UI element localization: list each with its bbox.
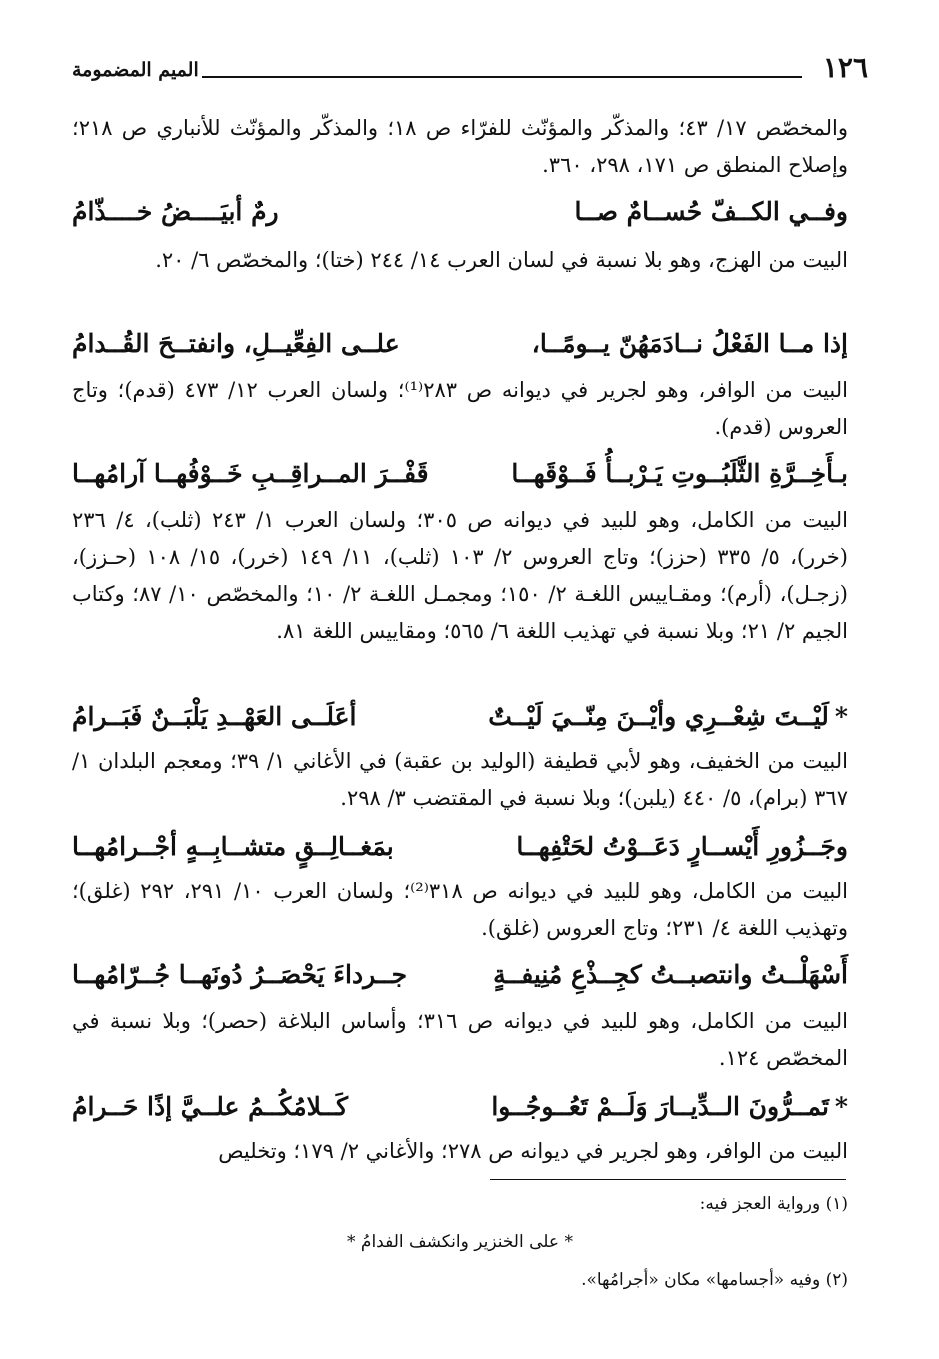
citation-paragraph: البيت من الكامل، وهو للبيد في ديوانه ص ٣١٦؛ وأساس البلاغة (حصر)؛ وبلا نسبة في المخصّص ١٢٤. xyxy=(72,1009,848,1070)
verse-second-hemistich: كَــلامُكُــمُ علــيَّ إذًا حَــرامُ xyxy=(72,1092,349,1121)
verse-second-hemistich: جــرداءَ يَحْصَــرُ دُونَهــا جُــرّامُهــا xyxy=(72,960,408,989)
footnote-1-verse: * على الخنزير وانكشف الفدامُ * xyxy=(347,1232,573,1252)
footnote-rule xyxy=(490,1179,846,1180)
verse-line xyxy=(72,190,848,234)
verse-line xyxy=(72,452,848,496)
verse-line xyxy=(72,322,848,366)
verse-first-hemistich: وجَــزُورِ أَيْســارٍ دَعَــوْتُ لحَتْفِهــا xyxy=(516,832,848,861)
citation-paragraph: البيت من الوافر، وهو لجرير في ديوانه ص ٢٨٣⁽¹⁾؛ ولسان العرب ١٢/ ٤٧٣ (قدم)؛ وتاج العروس (قدم). xyxy=(72,378,848,439)
citation-paragraph: البيت من الكامل، وهو للبيد في ديوانه ص ٣١٨⁽²⁾؛ ولسان العرب ١٠/ ٢٩١، ٢٩٢ (غلق)؛ وتهذيب اللغة ٤/ ٢٣١؛ وتاج العروس (غلق). xyxy=(72,879,849,940)
header-rule xyxy=(202,76,802,78)
verse-line xyxy=(72,825,848,869)
verse-first-hemistich: بـأَخِــرَّةِ الثَّلَبُــوتِ يَـرْبــأُ فَــوْقَهــا xyxy=(511,459,848,488)
page-number: ١٢٦ xyxy=(822,51,868,84)
verse-line xyxy=(72,695,848,739)
citation-paragraph: البيت من الهزج، وهو بلا نسبة في لسان العرب ١٤/ ٢٤٤ (ختا)؛ والمخصّص ٦/ ٢٠. xyxy=(155,248,848,272)
verse-second-hemistich: رمٌ أبيَــــضُ خــــذّامُ xyxy=(72,197,279,226)
verse-star-marker: * xyxy=(834,1092,848,1121)
verse-second-hemistich: علــى الفِعِّيــلِ، وانفتــحَ القُــدامُ xyxy=(72,329,400,358)
verse-second-hemistich: بمَغــالِــقٍ متشــابِــهٍ أجْــرامُهــا xyxy=(72,832,394,861)
citation-paragraph: والمخصّص ١٧/ ٤٣؛ والمذكّر والمؤنّث للفرّاء ص ١٨؛ والمذكّر والمؤنّث للأنباري ص ٢١٨؛ وإصلاح المنطق ص ١٧١، ٢٩٨، ٣٦٠. xyxy=(72,116,848,177)
footnote-2: (٢) وفيه «أجسامها» مكان «أجرامُها». xyxy=(581,1270,848,1290)
citation-paragraph: البيت من الوافر، وهو لجرير في ديوانه ص ٢٧٨؛ والأغاني ٢/ ١٧٩؛ وتخليص xyxy=(218,1139,848,1163)
footnote-1: (١) ورواية العجز فيه: xyxy=(699,1194,848,1214)
verse-second-hemistich: قَفْــرَ المــراقِــبِ خَــوْفُهــا آرامُهــا xyxy=(72,459,429,488)
verse-line xyxy=(72,953,848,997)
verse-first-hemistich: أَسْهَلْــتُ وانتصبــتُ كجِــذْعِ مُنِيفــةٍ xyxy=(493,960,848,989)
citation-paragraph: البيت من الخفيف، وهو لأبي قطيفة (الوليد بن عقبة) في الأغاني ١/ ٣٩؛ ومعجم البلدان ١/ ٣٦٧ (برام)، ٥/ ٤٤٠ (يلبن)؛ وبلا نسبة في المقتضب ٣/ ٢٩٨. xyxy=(72,749,848,810)
verse-second-hemistich: أعَلَــى العَهْــدِ يَلْبَــنٌ فَبَــرامُ xyxy=(72,702,357,731)
verse-star-marker: * xyxy=(834,702,848,731)
page-header xyxy=(72,50,868,90)
verse-first-hemistich: *لَيْــتَ شِعْــرِي وأيْــنَ مِنّــيَ لَيْــتٌ xyxy=(488,702,848,731)
verse-first-hemistich: إذا مــا الفَعْلُ نــادَمَهُنّ يــومًــا، xyxy=(531,329,848,358)
citation-paragraph: البيت من الكامل، وهو للبيد في ديوانه ص ٣٠٥؛ ولسان العرب ١/ ٢٤٣ (ثلب)، ٤/ ٢٣٦ (خرر)، ٥/ ٣٣٥ (حزز)؛ وتاج العروس ٢/ ١٠٣ (ثلب)، ١١/ ١٤٩ (خرر)، ١٥/ ١٠٨ (حـزز)، (زجـل)، (أرم)؛ ومقـاييس اللغـة ٢/ ١٥٠؛ ومجمـل اللغـة ٢/ ١٠؛ والمخصّص ١٠/ ٨٧؛ وكتاب الجيم ٢/ ٢١؛ وبلا نسبة في تهذيب اللغة ٦/ ٥٦٥؛ ومقاييس اللغة ٨١. xyxy=(72,508,848,643)
verse-first-hemistich: وفــي الكــفّ حُســامٌ صــا xyxy=(574,197,848,226)
verse-line xyxy=(72,1085,848,1129)
running-title: الميم المضمومة xyxy=(72,59,199,81)
verse-first-hemistich: *تَمــرُّونَ الــدِّيــارَ وَلَــمْ تَعُــوجُــوا xyxy=(491,1092,848,1121)
